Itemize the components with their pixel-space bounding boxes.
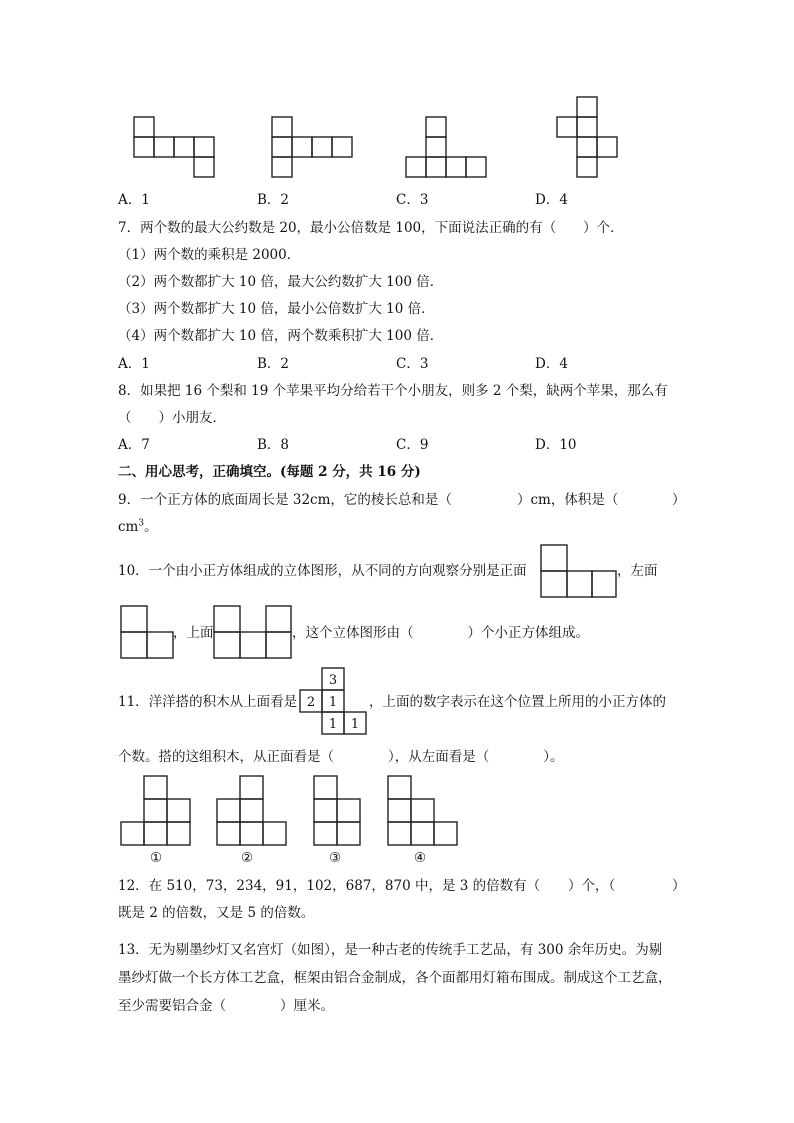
q9-unit: cm: [118, 519, 139, 535]
q8-stem-line2: （ ）小朋友．: [118, 410, 226, 426]
q10-text-c: ，上面: [173, 625, 214, 641]
q12-line2: 既是 2 的倍数，又是 5 的倍数。: [118, 905, 315, 921]
q7-option-d: D．4: [535, 356, 568, 372]
q7-option-c: C．3: [396, 356, 429, 372]
q11-choice-1: [121, 776, 190, 845]
q7-stem: 7．两个数的最大公约数是 20，最小公倍数是 100，下面说法正确的有（ ）个．: [118, 220, 624, 236]
q7-statement-1: （1）两个数的乘积是 2000．: [118, 247, 301, 263]
q7-statement-3: （3）两个数都扩大 10 倍，最小公倍数扩大 10 倍．: [118, 301, 435, 317]
q9-line1-b: ）cm，体积是（: [517, 492, 619, 508]
q13-line3: 至少需要铝合金（ ）厘米。: [118, 998, 334, 1014]
q6-option-a: A．1: [118, 192, 150, 208]
q11-choice-label-4: ④: [414, 850, 427, 866]
q11-choice-label-2: ②: [241, 850, 254, 866]
q6-option-c: C．3: [396, 192, 429, 208]
q11-line2: 个数。搭的这组积木，从正面看是（ ），从左面看是（ ）。: [118, 749, 564, 765]
q11-grid-number: 3: [328, 673, 338, 688]
q8-option-c: C．9: [396, 437, 429, 453]
q11-choice-4: [388, 776, 457, 845]
q11-grid-number: 1: [328, 717, 338, 732]
q9-end: 。: [144, 519, 158, 535]
q8-option-b: B．8: [257, 437, 290, 453]
q12-line1-c: ）: [672, 878, 686, 894]
q13-line2: 墨纱灯做一个长方体工艺盒，框架由铝合金制成，各个面都用灯箱布围成。制成这个工艺盒，: [118, 970, 672, 986]
q7-option-b: B．2: [257, 356, 290, 372]
q7-statement-4: （4）两个数都扩大 10 倍，两个数乘积扩大 100 倍．: [118, 328, 444, 344]
q8-stem-line1: 8．如果把 16 个梨和 19 个苹果平均分给若干个小朋友，则多 2 个梨，缺两个苹果，那么有: [118, 383, 668, 399]
q11-text-a: 11．洋洋搭的积木从上面看是: [118, 694, 298, 710]
q11-grid-number: 1: [328, 695, 338, 710]
q9-line1-a: 9．一个正方体的底面周长是 32cm，它的棱长总和是（: [118, 492, 452, 508]
q11-grid-number: 2: [306, 695, 316, 710]
q12-line1-a: 12．在 510，73，234，91，102，687，870 中，是 3 的倍数有（: [118, 878, 541, 894]
q9-unit-sup: 3: [138, 518, 145, 529]
q10-text-a: 10．一个由小正方体组成的立体图形，从不同的方向观察分别是正面: [118, 563, 527, 579]
q8-option-d: D．10: [535, 437, 577, 453]
section-2-heading: 二、用心思考，正确填空。(每题 2 分，共 16 分): [118, 464, 421, 480]
q11-choice-3: [314, 776, 360, 845]
q9-line1-c: ）: [672, 492, 686, 508]
q11-grid-number: 1: [350, 717, 360, 732]
q11-text-b: ，上面的数字表示在这个位置上所用的小正方体的: [369, 694, 666, 710]
q6-option-b: B．2: [257, 192, 290, 208]
q11-choice-label-1: ①: [150, 850, 163, 866]
q12-line1-b: ）个，（: [568, 878, 616, 894]
q13-line1: 13．无为剔墨纱灯又名宫灯（如图），是一种古老的传统手工艺品，有 300 余年历史。为剔: [118, 942, 663, 958]
q11-choice-label-3: ③: [329, 850, 342, 866]
q7-statement-2: （2）两个数都扩大 10 倍，最大公约数扩大 100 倍．: [118, 274, 444, 290]
q10-text-d: ，这个立体图形由（ ）个小正方体组成。: [292, 625, 589, 641]
q8-option-a: A．7: [118, 437, 150, 453]
q10-text-b: ，左面: [617, 563, 658, 579]
q7-option-a: A．1: [118, 356, 150, 372]
q6-option-d: D．4: [535, 192, 568, 208]
q11-choice-2: [217, 776, 286, 845]
